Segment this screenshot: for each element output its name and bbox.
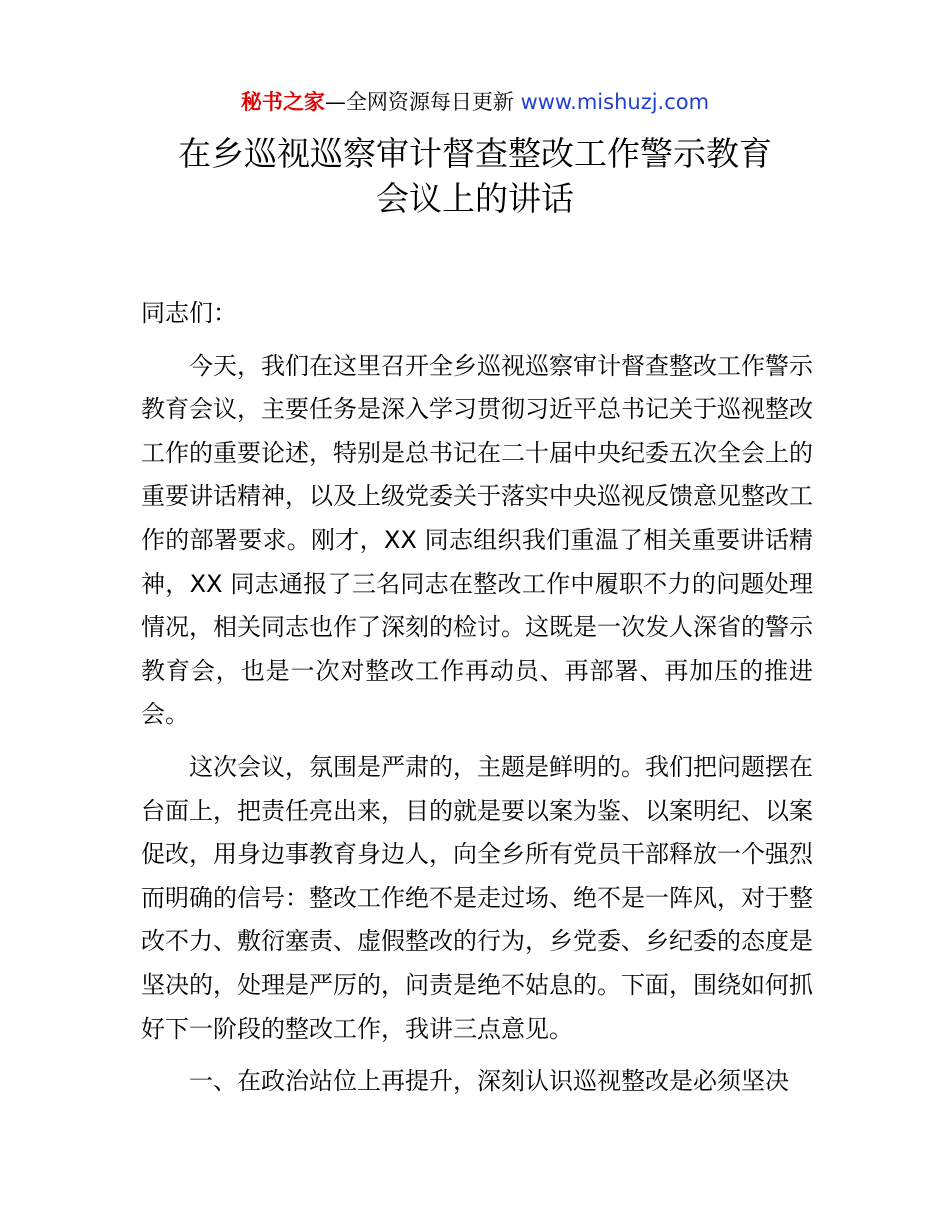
brand-name: 秘书之家 — [240, 90, 325, 114]
title-line-1: 在乡巡视巡察审计督查整改工作警示教育 — [178, 134, 772, 173]
section-heading-1: 一、在政治站位上再提升，深刻认识巡视整改是必须坚决 — [189, 1067, 789, 1096]
site-url-link[interactable]: www.mishuzj.com — [520, 90, 710, 114]
paragraph-1: 今天，我们在这里召开全乡巡视巡察审计督查整改工作警示教育会议，主要任务是深入学习贯彻习近平总书记关于巡视整改工作的重要论述，特别是总书记在二十届中央纪委五次全会上的重要讲话精神，以及上级党委关于落实中央巡视反馈意见整改工作的部署要求。刚才，XX 同志组织我们重温了相关重要讲话精神，XX 同志通报了三名同志在整改工作中履职不力的问题处理情况，相关同志也作了深刻的检讨。这既是一次发人深省的警示教育会，也是一次对整改工作再动员、再部署、再加压的推进会。 — [141, 351, 813, 729]
header-slogan: —全网资源每日更新 — [324, 90, 521, 114]
title-line-2: 会议上的讲话 — [376, 179, 574, 218]
salutation: 同志们： — [141, 299, 237, 327]
site-header — [0, 87, 950, 117]
document-body — [141, 292, 813, 1104]
document-title — [0, 131, 950, 221]
paragraph-2: 这次会议，氛围是严肃的，主题是鲜明的。我们把问题摆在台面上，把责任亮出来，目的就是要以案为鉴、以案明纪、以案促改，用身边事教育身边人，向全乡所有党员干部释放一个强烈而明确的信号：整改工作绝不是走过场、绝不是一阵风，对于整改不力、敷衍塞责、虚假整改的行为，乡党委、乡纪委的态度是坚决的，处理是严厉的，问责是绝不姑息的。下面，围绕如何抓好下一阶段的整改工作，我讲三点意见。 — [141, 752, 813, 1043]
